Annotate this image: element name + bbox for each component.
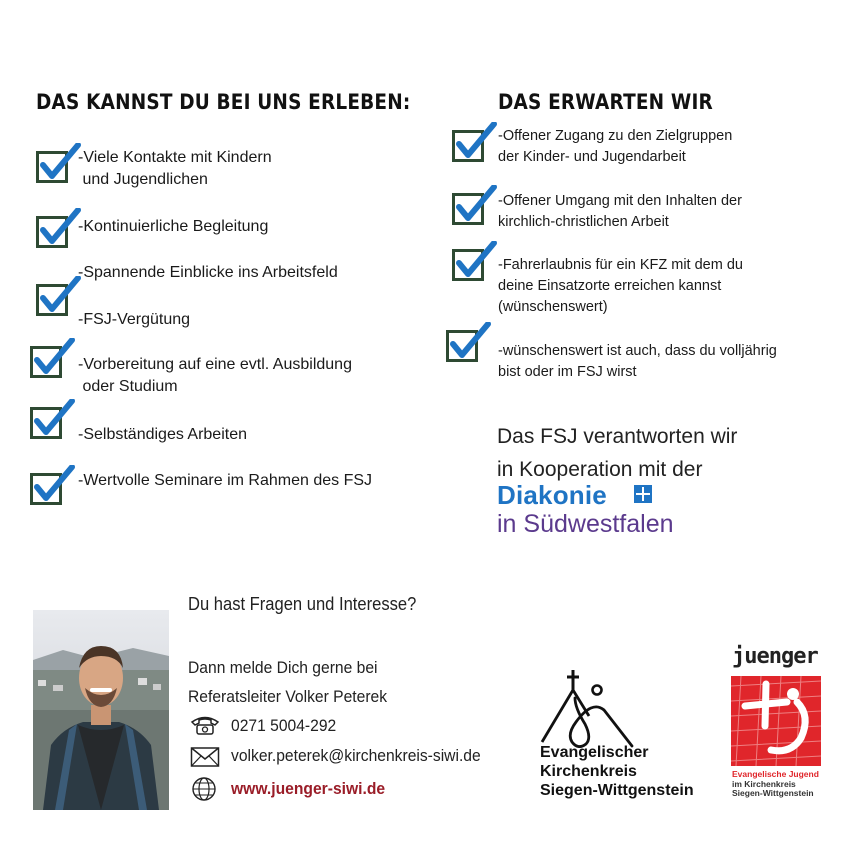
checkbox-icon — [452, 241, 498, 287]
list-item: -FSJ-Vergütung — [78, 311, 191, 328]
cooperation-text: Das FSJ verantworten wir in Kooperation mit der — [497, 425, 738, 481]
checkbox-icon — [30, 338, 76, 384]
envelope-icon — [190, 746, 220, 768]
website-link[interactable]: www.juenger-siwi.de — [231, 779, 386, 798]
list-item: -Fahrerlaubnis für ein KFZ mit dem du deine Einsatzorte erreichen kannst (wünschenswert) — [498, 257, 743, 315]
checkbox-icon — [36, 143, 82, 189]
juenger-logo — [728, 644, 828, 809]
list-item: -wünschenswert ist auch, dass du volljährig bist oder im FSJ wirst — [498, 343, 777, 380]
juenger-emblem — [731, 676, 821, 766]
checkbox-icon — [30, 399, 76, 445]
checkbox-icon — [36, 276, 82, 322]
contact-person: Referatsleiter Volker Peterek — [188, 687, 388, 706]
diakonie-region: in Südwestfalen — [497, 510, 674, 538]
contact-phone[interactable]: 0271 5004-292 — [231, 716, 337, 735]
diakonie-cross-icon — [634, 485, 652, 503]
checkbox-icon — [446, 322, 492, 368]
contact-photo — [33, 610, 169, 810]
checkbox-icon — [452, 185, 498, 231]
contact-email[interactable]: volker.peterek@kirchenkreis-siwi.de — [231, 746, 481, 765]
contact-intro: Dann melde Dich gerne bei — [188, 658, 378, 677]
list-item: -Selbständiges Arbeiten — [78, 426, 247, 443]
list-item: -Kontinuierliche Begleitung — [78, 218, 269, 235]
list-item: -Vorbereitung auf eine evtl. Ausbildung oder Studium — [78, 356, 352, 395]
left-heading: DAS KANNST DU BEI UNS ERLEBEN: — [36, 90, 411, 114]
checkbox-icon — [452, 122, 498, 168]
contact-question: Du hast Fragen und Interesse? — [188, 594, 417, 614]
checkbox-icon — [36, 208, 82, 254]
juenger-subtitle: Evangelische Jugend im Kirchenkreis Siegen-Wittgenstein — [732, 769, 819, 798]
list-item: -Viele Kontakte mit Kindern und Jugendlichen — [78, 149, 272, 188]
checkbox-icon — [30, 465, 76, 511]
list-item: -Wertvolle Seminare im Rahmen des FSJ — [78, 472, 373, 489]
right-heading: DAS ERWARTEN WIR — [498, 90, 713, 114]
list-item: -Spannende Einblicke ins Arbeitsfeld — [78, 264, 338, 281]
diakonie-logo-text: Diakonie — [497, 480, 607, 510]
juenger-wordmark: juenger — [732, 644, 818, 669]
globe-icon — [190, 776, 220, 798]
ekk-logo-text: Evangelischer Kirchenkreis Siegen-Wittgenstein — [540, 744, 694, 799]
list-item: -Offener Zugang zu den Zielgruppen der Kinder- und Jugendarbeit — [498, 128, 733, 165]
phone-icon — [190, 714, 220, 736]
list-item: -Offener Umgang mit den Inhalten der kirchlich-christlichen Arbeit — [498, 193, 742, 230]
